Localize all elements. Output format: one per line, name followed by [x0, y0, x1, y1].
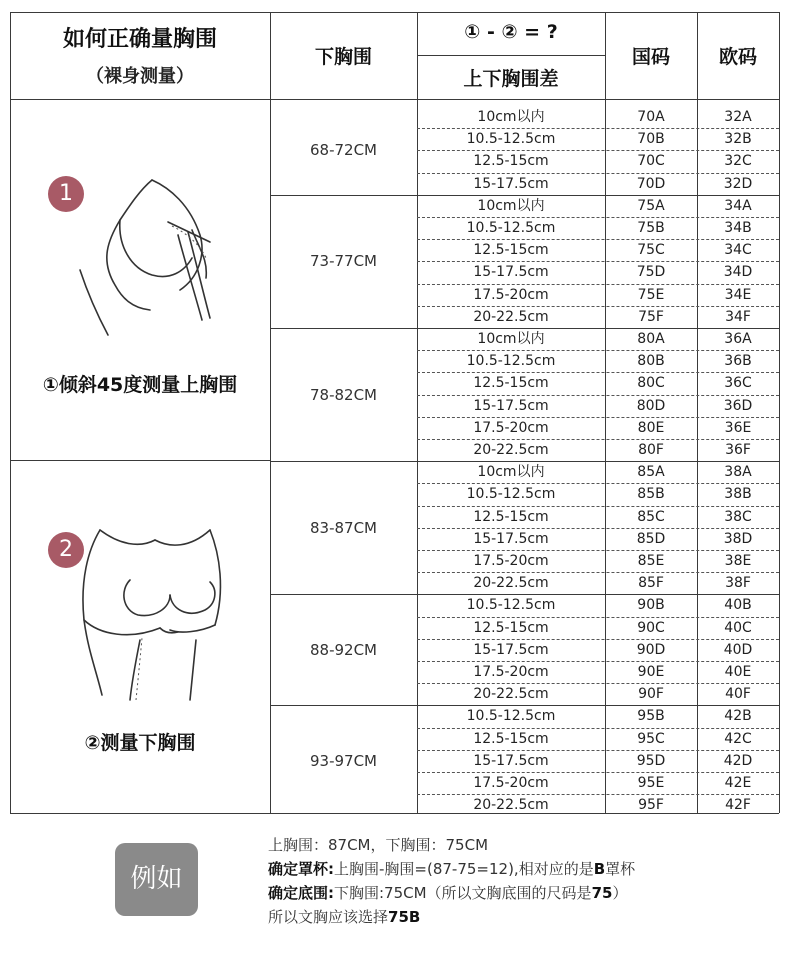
difference-cell: 20-22.5cm — [473, 442, 549, 458]
cn-size-cell: 90E — [637, 664, 665, 680]
difference-cell: 12.5-15cm — [473, 508, 549, 525]
eu-size-cell: 34E — [724, 286, 752, 303]
difference-cell: 12.5-15cm — [473, 619, 549, 636]
example-line-2-bold: B — [593, 860, 606, 878]
eu-size-cell: 38D — [723, 530, 753, 547]
cn-size-cell: 70A — [637, 109, 665, 125]
cn-size-cell: 80A — [637, 331, 665, 347]
cn-size-cell: 80E — [637, 419, 665, 436]
eu-size-cell: 40B — [724, 597, 752, 614]
difference-cell: 12.5-15cm — [473, 730, 549, 747]
cn-size-cell: 70B — [637, 131, 665, 148]
eu-size-cell: 40F — [725, 686, 751, 703]
eu-size-cell: 32A — [724, 109, 752, 125]
example-badge: 例如 — [115, 843, 198, 916]
cn-size-cell: 85D — [636, 530, 666, 547]
underbust-measure-illustration — [60, 510, 250, 705]
eu-size-cell: 38F — [725, 575, 751, 592]
underbust-range: 68-72CM — [309, 141, 377, 160]
difference-cell: 20-22.5cm — [473, 575, 549, 592]
cn-size-cell: 75F — [638, 308, 664, 325]
eu-size-cell: 42B — [724, 708, 752, 725]
example-line-2-label: 确定罩杯: — [268, 860, 334, 878]
underbust-range: 88-92CM — [309, 640, 377, 659]
header-mid-border — [417, 55, 605, 56]
underbust-range: 73-77CM — [309, 252, 377, 271]
underbust-range: 78-82CM — [309, 385, 377, 404]
eu-size-cell: 42D — [723, 752, 753, 769]
example-line-3-label: 确定底围: — [268, 884, 334, 902]
eu-size-cell: 38C — [724, 508, 752, 525]
page-subtitle: （裸身测量） — [86, 66, 194, 87]
eu-size-cell: 36A — [724, 331, 752, 347]
header-bottom-border — [10, 99, 779, 100]
cn-size-cell: 70D — [636, 175, 666, 192]
eu-size-cell: 34B — [724, 220, 752, 236]
cn-size-cell: 95D — [636, 752, 666, 769]
difference-cell: 10.5-12.5cm — [466, 353, 556, 370]
difference-cell: 10cm以内 — [477, 331, 545, 347]
difference-cell: 10cm以内 — [477, 109, 545, 125]
eu-size-cell: 36F — [725, 442, 751, 458]
page-title: 如何正确量胸围 — [62, 27, 217, 52]
example-line-3-text: 下胸围:75CM（所以文胸底围的尺码是 — [334, 884, 592, 902]
example-line-2-text: 上胸围-胸围=(87-75=12),相对应的是 — [334, 860, 594, 878]
eu-size-cell: 38B — [724, 486, 752, 503]
eu-size-cell: 34F — [725, 308, 751, 325]
difference-cell: 17.5-20cm — [473, 664, 549, 680]
cn-size-cell: 80F — [638, 442, 664, 458]
step-divider — [10, 460, 270, 461]
cn-size-cell: 95F — [638, 797, 664, 814]
eu-size-cell: 32B — [724, 131, 752, 148]
example-line-3 — [268, 882, 627, 903]
difference-cell: 17.5-20cm — [473, 775, 549, 791]
eu-size-cell: 40E — [724, 664, 752, 680]
difference-cell: 10.5-12.5cm — [466, 131, 556, 148]
difference-cell: 12.5-15cm — [473, 375, 549, 392]
example-line-4 — [268, 906, 420, 927]
cn-size-cell: 80D — [636, 397, 666, 414]
example-line-2 — [268, 858, 635, 879]
step-1-badge: 1 — [48, 176, 84, 212]
difference-cell: 15-17.5cm — [473, 175, 549, 192]
step-1-caption: ①倾斜45度测量上胸围 — [42, 374, 238, 396]
underbust-header: 下胸围 — [314, 46, 372, 68]
difference-cell: 15-17.5cm — [473, 264, 549, 281]
cn-size-cell: 75B — [637, 220, 665, 236]
difference-cell: 15-17.5cm — [473, 752, 549, 769]
eu-size-cell: 36D — [723, 397, 753, 414]
cn-size-cell: 90B — [637, 597, 665, 614]
cn-size-cell: 85F — [638, 575, 664, 592]
eu-size-cell: 34A — [724, 197, 752, 214]
example-line-3-bold: 75 — [591, 884, 613, 902]
example-line-1: 上胸围：87CM，下胸围：75CM — [268, 836, 489, 854]
difference-cell: 10cm以内 — [477, 197, 545, 214]
table-top-border — [10, 12, 779, 13]
difference-cell: 10.5-12.5cm — [466, 220, 556, 236]
eu-size-cell: 42E — [724, 775, 752, 791]
example-line-2-tail: 罩杯 — [605, 860, 636, 878]
step-2-caption: ②测量下胸围 — [84, 732, 196, 754]
cn-size-cell: 85B — [637, 486, 665, 503]
difference-cell: 10.5-12.5cm — [466, 486, 556, 503]
example-line-4-text: 所以文胸应该选择 — [268, 908, 389, 926]
difference-cell: 15-17.5cm — [473, 530, 549, 547]
difference-cell: 20-22.5cm — [473, 308, 549, 325]
cn-size-header: 国码 — [631, 46, 670, 68]
cn-size-cell: 85C — [637, 508, 665, 525]
eu-size-cell: 42F — [725, 797, 751, 814]
formula-header: ① - ② = ? — [464, 21, 558, 43]
example-line-4-bold: 75B — [388, 908, 421, 926]
difference-cell: 15-17.5cm — [473, 641, 549, 658]
eu-size-cell: 36C — [724, 375, 752, 392]
difference-cell: 17.5-20cm — [473, 286, 549, 303]
col-divider-1 — [270, 12, 271, 813]
cn-size-cell: 90D — [636, 641, 666, 658]
cn-size-cell: 80C — [637, 375, 665, 392]
cn-size-cell: 70C — [637, 153, 665, 170]
cn-size-cell: 80B — [637, 353, 665, 370]
difference-cell: 10.5-12.5cm — [466, 708, 556, 725]
overbust-measure-illustration — [60, 150, 250, 340]
cn-size-cell: 75D — [636, 264, 666, 281]
cn-size-cell: 90F — [638, 686, 664, 703]
cn-size-cell: 75A — [637, 197, 665, 214]
cn-size-cell: 75E — [637, 286, 665, 303]
eu-size-cell: 40C — [724, 619, 752, 636]
eu-size-cell: 38E — [724, 553, 752, 569]
eu-size-cell: 34D — [723, 264, 753, 281]
eu-size-cell: 32D — [723, 175, 753, 192]
underbust-range: 83-87CM — [309, 518, 377, 537]
cn-size-cell: 85A — [637, 464, 665, 481]
table-right-border — [779, 12, 780, 813]
difference-cell: 17.5-20cm — [473, 419, 549, 436]
eu-size-cell: 42C — [724, 730, 752, 747]
cn-size-cell: 95C — [637, 730, 665, 747]
eu-size-cell: 32C — [724, 153, 752, 170]
cn-size-cell: 95B — [637, 708, 665, 725]
eu-size-cell: 34C — [724, 242, 752, 259]
difference-cell: 12.5-15cm — [473, 153, 549, 170]
cn-size-cell: 75C — [637, 242, 665, 259]
difference-cell: 12.5-15cm — [473, 242, 549, 259]
example-line-3-tail: ） — [612, 884, 628, 902]
eu-size-cell: 36E — [724, 419, 752, 436]
difference-cell: 10cm以内 — [477, 464, 545, 481]
eu-size-cell: 40D — [723, 641, 753, 658]
cn-size-cell: 90C — [637, 619, 665, 636]
eu-size-cell: 38A — [724, 464, 752, 481]
step-2-badge: 2 — [48, 532, 84, 568]
cn-size-cell: 95E — [637, 775, 665, 791]
difference-cell: 17.5-20cm — [473, 553, 549, 569]
eu-size-cell: 36B — [724, 353, 752, 370]
difference-cell: 20-22.5cm — [473, 686, 549, 703]
difference-cell: 10.5-12.5cm — [466, 597, 556, 614]
difference-header: 上下胸围差 — [463, 68, 559, 90]
difference-cell: 15-17.5cm — [473, 397, 549, 414]
table-left-border — [10, 12, 11, 813]
underbust-range: 93-97CM — [309, 751, 377, 770]
difference-cell: 20-22.5cm — [473, 797, 549, 814]
eu-size-header: 欧码 — [718, 46, 757, 68]
cn-size-cell: 85E — [637, 553, 665, 569]
